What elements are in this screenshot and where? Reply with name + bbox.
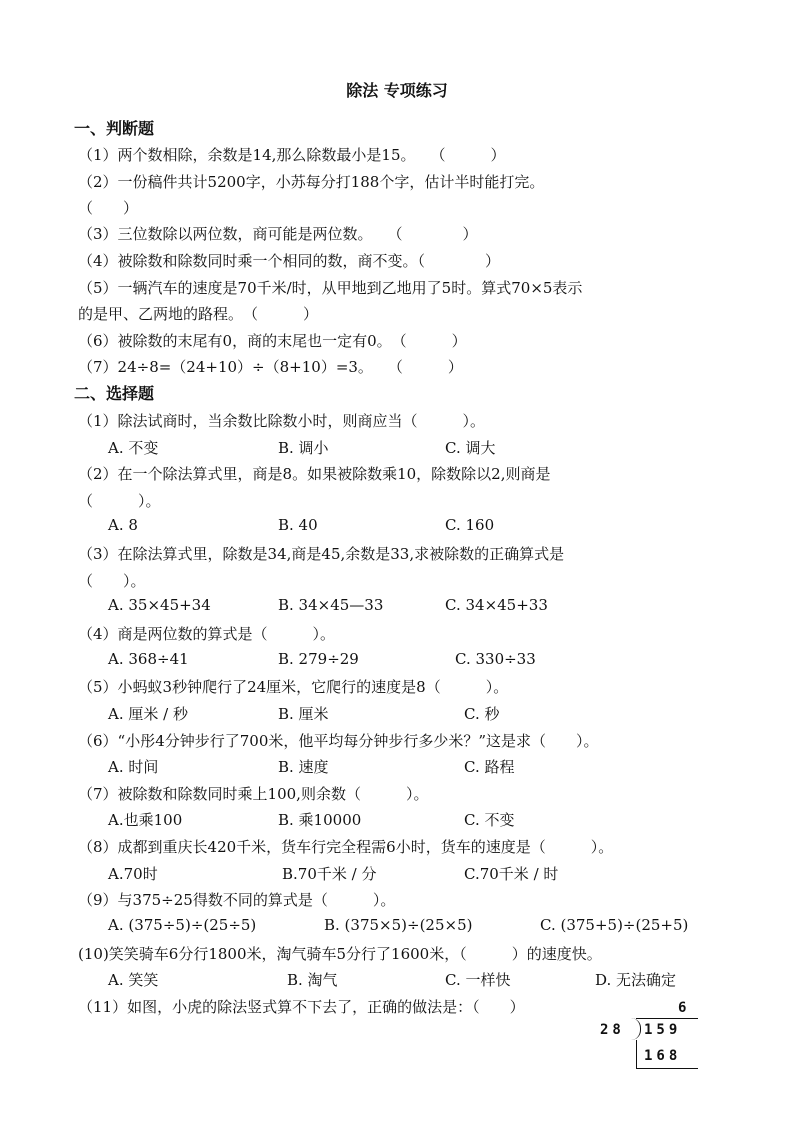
- choice-10-option-c: C. 一样快: [445, 971, 511, 989]
- choice-question-8: （8）成都到重庆长420千米，货车行完全程需6小时，货车的速度是（ ）。: [78, 838, 614, 856]
- choice-6-option-a: A. 时间: [108, 758, 159, 776]
- choice-5-option-a: A. 厘米 / 秒: [108, 705, 188, 723]
- choice-10-option-b: B. 淘气: [287, 971, 338, 989]
- choice-3-option-b: B. 34×45—33: [278, 596, 384, 614]
- choice-9-option-b: B. (375×5)÷(25×5): [324, 916, 473, 934]
- division-product: 168: [644, 1048, 682, 1064]
- choice-question-9: （9）与375÷25得数不同的算式是（ ）。: [78, 891, 396, 909]
- choice-4-option-b: B. 279÷29: [278, 650, 359, 668]
- choice-1-option-a: A. 不变: [108, 439, 159, 457]
- judge-question-1: （1）两个数相除，余数是14,那么除数最小是15。 （ ）: [78, 146, 506, 164]
- choice-9-option-c: C. (375+5)÷(25+5): [540, 916, 689, 934]
- long-division-figure: [598, 998, 708, 1072]
- division-divisor: 28: [600, 1022, 625, 1038]
- choice-2-option-a: A. 8: [108, 516, 138, 534]
- choice-question-1: （1）除法试商时，当余数比除数小时，则商应当（ ）。: [78, 412, 486, 430]
- choice-5-option-b: B. 厘米: [278, 705, 329, 723]
- page-title: 除法 专项练习: [346, 81, 448, 100]
- division-side-line: [636, 1040, 637, 1068]
- choice-question-3-cont: （ ）。: [78, 572, 146, 590]
- choice-6-option-b: B. 速度: [278, 758, 329, 776]
- choice-10-option-d: D. 无法确定: [595, 971, 677, 989]
- division-bar-line: [636, 1018, 698, 1019]
- choice-3-option-a: A. 35×45+34: [108, 596, 211, 614]
- judge-question-4: （4）被除数和除数同时乘一个相同的数，商不变。（ ）: [78, 252, 501, 270]
- division-bracket: [630, 1018, 641, 1040]
- choice-question-5: （5）小蚂蚁3秒钟爬行了24厘米，它爬行的速度是8（ ）。: [78, 678, 509, 696]
- choice-2-option-b: B. 40: [278, 516, 318, 534]
- judge-question-5: （5）一辆汽车的速度是70千米/时，从甲地到乙地用了5时。算式70×5表示: [78, 279, 583, 297]
- choice-9-option-a: A. (375÷5)÷(25÷5): [108, 916, 257, 934]
- section-choice-heading: 二、选择题: [74, 384, 155, 403]
- division-dividend: 159: [644, 1022, 682, 1038]
- choice-8-option-c: C.70千米 / 时: [464, 865, 559, 883]
- judge-question-5-cont: 的是甲、乙两地的路程。 （ ）: [78, 305, 319, 323]
- choice-6-option-c: C. 路程: [464, 758, 515, 776]
- choice-4-option-c: C. 330÷33: [455, 650, 536, 668]
- choice-2-option-c: C. 160: [445, 516, 495, 534]
- choice-question-10: (10)笑笑骑车6分行1800米，淘气骑车5分行了1600米，（ ）的速度快。: [78, 945, 602, 963]
- section-judge-heading: 一、判断题: [74, 119, 155, 138]
- choice-question-2: （2）在一个除法算式里，商是8。如果被除数乘10，除数除以2,则商是: [78, 465, 551, 483]
- judge-question-2-blank: （ ）: [78, 199, 139, 217]
- judge-question-3: （3）三位数除以两位数，商可能是两位数。 （ ）: [78, 225, 478, 243]
- choice-8-option-b: B.70千米 / 分: [282, 865, 377, 883]
- judge-question-7: （7）24÷8=（24+10）÷（8+10）=3。 （ ）: [78, 358, 463, 376]
- choice-3-option-c: C. 34×45+33: [445, 596, 548, 614]
- judge-question-2: （2）一份稿件共计5200字，小苏每分打188个字，估计半时能打完。: [78, 173, 545, 191]
- choice-8-option-a: A.70时: [108, 865, 158, 883]
- choice-7-option-b: B. 乘10000: [278, 811, 362, 829]
- judge-question-6: （6）被除数的末尾有0，商的末尾也一定有0。 （ ）: [78, 332, 467, 350]
- choice-question-6: （6）“小彤4分钟步行了700米，他平均每分钟步行多少米？”这是求（ ）。: [78, 732, 599, 750]
- choice-7-option-c: C. 不变: [464, 811, 515, 829]
- choice-question-4: （4）商是两位数的算式是（ ）。: [78, 625, 336, 643]
- choice-7-option-a: A.也乘100: [108, 811, 183, 829]
- choice-question-7: （7）被除数和除数同时乘上100,则余数（ ）。: [78, 785, 429, 803]
- choice-question-11: （11）如图，小虎的除法竖式算不下去了，正确的做法是：（ ）: [78, 998, 525, 1016]
- choice-question-2-cont: （ ）。: [78, 492, 161, 510]
- division-quotient: 6: [678, 1000, 691, 1016]
- choice-10-option-a: A. 笑笑: [108, 971, 159, 989]
- choice-question-3: （3）在除法算式里，除数是34,商是45,余数是33,求被除数的正确算式是: [78, 545, 565, 563]
- choice-1-option-c: C. 调大: [445, 439, 496, 457]
- choice-5-option-c: C. 秒: [464, 705, 500, 723]
- division-result-line: [636, 1068, 698, 1069]
- choice-1-option-b: B. 调小: [278, 439, 329, 457]
- choice-4-option-a: A. 368÷41: [108, 650, 189, 668]
